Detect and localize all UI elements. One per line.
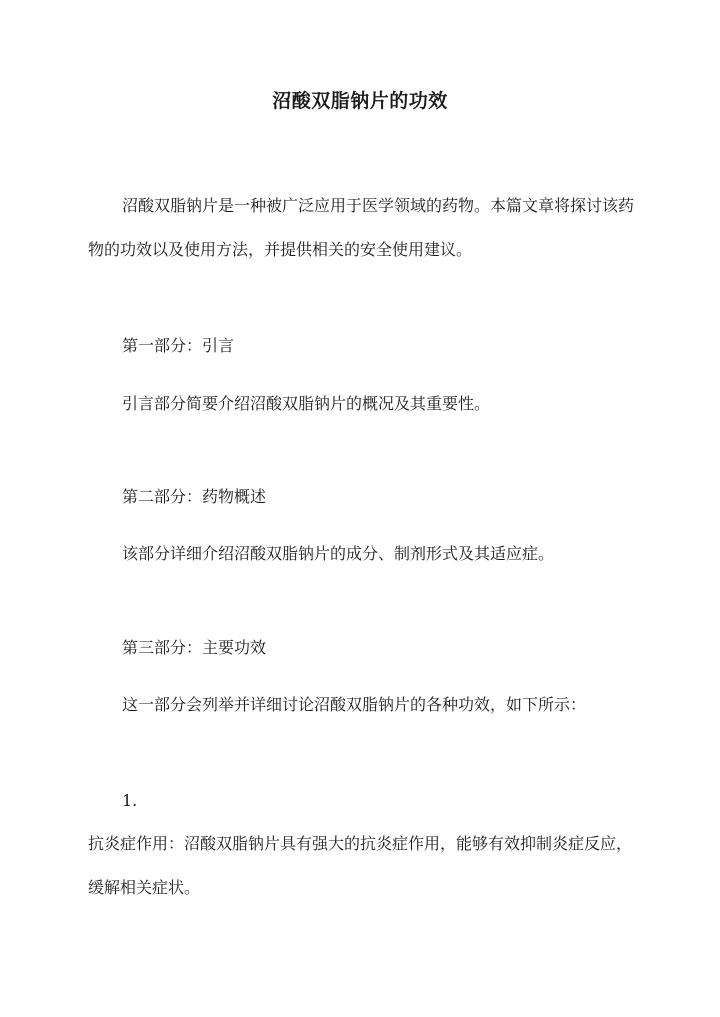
section-2-heading: 第二部分：药物概述 — [122, 487, 267, 506]
list-item-1-text: 抗炎症作用：沼酸双脂钠片具有强大的抗炎症作用，能够有效抑制炎症反应，缓解相关症状。 — [88, 834, 633, 897]
intro-paragraph: 沼酸双脂钠片是一种被广泛应用于医学领域的药物。本篇文章将探讨该药物的功效以及使用方法，并提供相关的安全使用建议。 — [88, 196, 635, 259]
section-1-body: 引言部分简要介绍沼酸双脂钠片的概况及其重要性。 — [122, 394, 491, 413]
section-3-heading: 第三部分：主要功效 — [122, 638, 267, 657]
document-title: 沼酸双脂钠片的功效 — [272, 90, 448, 112]
section-1-heading: 第一部分：引言 — [122, 336, 235, 355]
list-item-1-number: 1. — [122, 791, 138, 810]
section-2-body: 该部分详细介绍沼酸双脂钠片的成分、制剂形式及其适应症。 — [122, 544, 555, 563]
section-3-body: 这一部分会列举并详细讨论沼酸双脂钠片的各种功效，如下所示： — [122, 695, 587, 714]
